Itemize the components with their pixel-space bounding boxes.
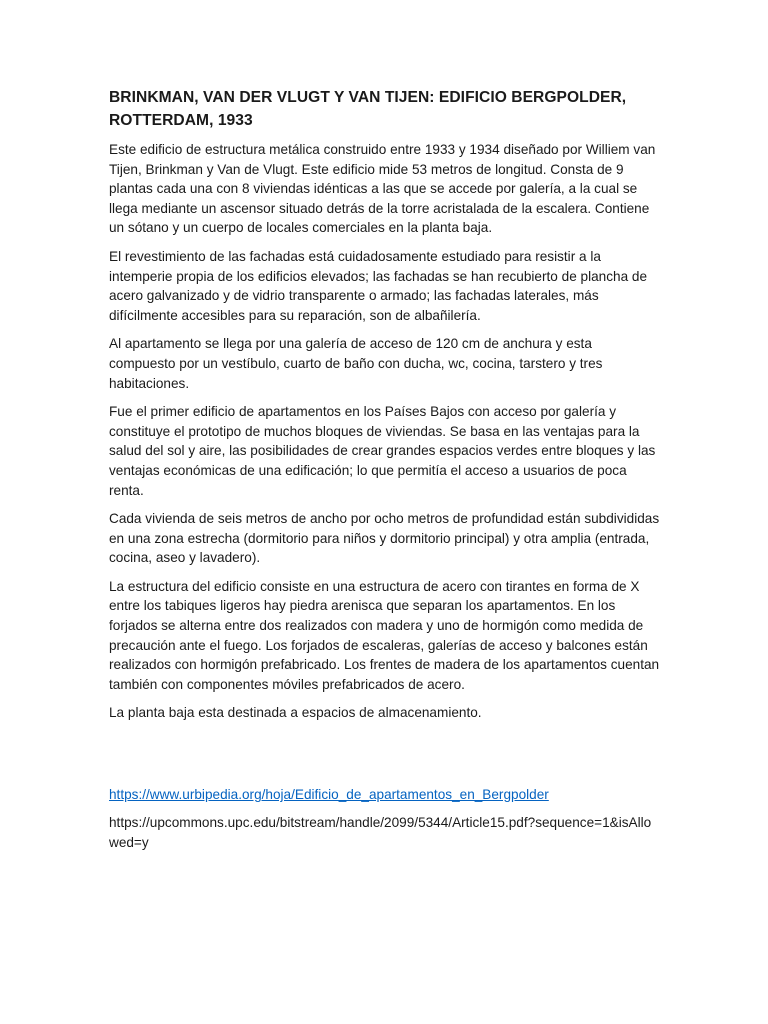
paragraph-apartment: Al apartamento se llega por una galería de acceso de 120 cm de anchura y esta compuesto por un vestíbulo, cuarto de baño con ducha, wc, cocina, tarstero y tres habitaciones. xyxy=(109,336,603,391)
document-body xyxy=(109,86,661,732)
upcommons-source: https://upcommons.upc.edu/bitstream/handle/2099/5344/Article15.pdf?sequence=1&isAllowed=y xyxy=(109,815,652,850)
urbipedia-link[interactable]: https://www.urbipedia.org/hoja/Edificio_de_apartamentos_en_Bergpolder xyxy=(109,787,549,802)
paragraph-ground-floor: La planta baja esta destinada a espacios de almacenamiento. xyxy=(109,705,482,721)
paragraph-history: Fue el primer edificio de apartamentos en los Países Bajos con acceso por galería y constituye el prototipo de muchos bloques de viviendas. Se basa en las ventajas para la salud del sol y aire, las posibilidades de crear grandes espacios verdes entre bloques y las ventajas económicas de una edificación; lo que permitía el acceso a usuarios de poca renta. xyxy=(109,404,656,498)
document-title: BRINKMAN, VAN DER VLUGT Y VAN TIJEN: EDIFICIO BERGPOLDER, ROTTERDAM, 1933 xyxy=(109,89,627,129)
paragraph-dwelling: Cada vivienda de seis metros de ancho por ocho metros de profundidad están subdivididas en una zona estrecha (dormitorio para niños y dormitorio principal) y otra amplia (entrada, cocina, aseo y lavadero). xyxy=(109,511,660,566)
paragraph-intro: Este edificio de estructura metálica construido entre 1933 y 1934 diseñado por Williem van Tijen, Brinkman y Van de Vlugt. Este edificio mide 53 metros de longitud. Consta de 9 plantas cada una con 8 viviendas idénticas a las que se accede por galería, a la cual se llega mediante un ascensor situado detrás de la torre acristalada de la escalera. Contiene un sótano y un cuerpo de locales comerciales en la planta baja. xyxy=(109,142,656,236)
paragraph-facades: El revestimiento de las fachadas está cuidadosamente estudiado para resistir a la intemperie propia de los edificios elevados; las fachadas se han recubierto de plancha de acero galvanizado y de vidrio transparente o armado; las fachadas laterales, más difícilmente accesibles para su reparación, son de albañilería. xyxy=(109,248,648,323)
paragraph-structure: La estructura del edificio consiste en una estructura de acero con tirantes en forma de X entre los tabiques ligeros hay piedra arenisca que separan los apartamentos. En los forjados se alterna entre dos realizados con madera y uno de hormigón como medida de precaución ante el fuego. Los forjados de escaleras, galerías de acceso y balcones están realizados con hormigón prefabricado. Los frentes de madera de los apartamentos cuentan también con componentes móviles prefabricados de acero. xyxy=(109,578,660,692)
